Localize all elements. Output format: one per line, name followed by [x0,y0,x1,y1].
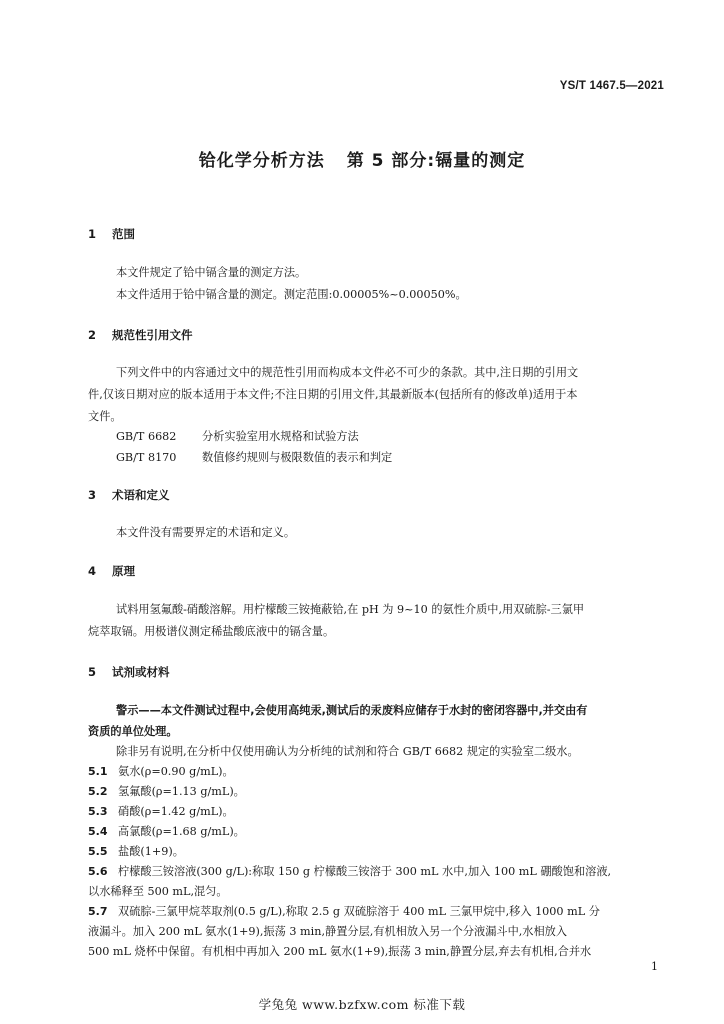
item-text: 氢氟酸(ρ=1.13 g/mL)。 [118,785,245,798]
reagent-item [88,823,245,839]
section-5-heading [88,664,170,680]
reference-title: 数值修约规则与极限数值的表示和判定 [202,451,393,464]
reference-code: GB/T 6682 [116,430,177,443]
page-number: 1 [651,960,658,973]
item-5-7-continuation-2: 500 mL 烧杯中保留。有机相中再加入 200 mL 氨水(1+9),振荡 3 min,静置分层,弃去有机相,合并水 [88,945,592,958]
item-number: 5.3 [88,805,108,818]
standard-number: YS/T 1467.5—2021 [559,80,664,92]
reagent-item [88,763,234,779]
item-text: 双硫腙-三氯甲烷萃取剂(0.5 g/L),称取 2.5 g 双硫腙溶于 400 mL 三氯甲烷中,移入 1000 mL 分 [118,905,600,918]
reagent-item [88,803,234,819]
item-text: 氨水(ρ=0.90 g/mL)。 [118,765,234,778]
section-number: 4 [88,564,97,578]
item-5-6-continuation: 以水稀释至 500 mL,混匀。 [88,885,228,898]
item-number: 5.2 [88,785,108,798]
section-number: 1 [88,227,97,241]
warning-line-1: 警示——本文件测试过程中,会使用高纯汞,测试后的汞废料应储存于水封的密闭容器中,并交由有 [116,704,588,717]
section-2-heading [88,327,193,343]
terms-line: 本文件没有需要界定的术语和定义。 [116,526,296,539]
reference-gbt8170 [116,449,392,465]
item-number: 5.5 [88,845,108,858]
reference-gbt6682 [116,428,359,444]
reagent-item-5-7 [88,903,600,919]
reagent-item [88,843,184,859]
section-number: 5 [88,665,97,679]
warning-line-2: 资质的单位处理。 [88,725,178,738]
reference-code: GB/T 8170 [116,451,177,464]
reference-title: 分析实验室用水规格和试验方法 [202,430,359,443]
section-title: 试剂或材料 [112,665,170,679]
item-number: 5.6 [88,865,108,878]
title-part2: 第 5 部分:镉量的测定 [346,151,526,171]
section-4-heading [88,563,135,579]
section-title: 术语和定义 [112,488,170,502]
scope-line-1: 本文件规定了铪中镉含量的测定方法。 [116,266,307,279]
section-number: 2 [88,328,97,342]
item-text: 盐酸(1+9)。 [118,845,184,858]
item-text: 高氯酸(ρ=1.68 g/mL)。 [118,825,245,838]
item-number: 5.4 [88,825,108,838]
normative-para-line-2: 件,仅该日期对应的版本适用于本文件;不注日期的引用文件,其最新版本(包括所有的修改单)适用于本 [88,388,578,401]
section-number: 3 [88,488,97,502]
scope-line-2: 本文件适用于铪中镉含量的测定。测定范围:0.00005%~0.00050%。 [116,288,467,301]
normative-para-line-3: 文件。 [88,410,122,423]
item-number: 5.7 [88,905,108,918]
item-number: 5.1 [88,765,108,778]
title-part1: 铪化学分析方法 [198,151,325,171]
section-3-heading [88,487,170,503]
section-title: 范围 [112,227,135,241]
reagent-item [88,783,245,799]
principle-line-2: 烷萃取镉。用极谱仪测定稀盐酸底液中的镉含量。 [88,625,335,638]
document-title [0,146,724,171]
section-1-heading [88,226,135,242]
reagents-intro: 除非另有说明,在分析中仅使用确认为分析纯的试剂和符合 GB/T 6682 规定的实验室二级水。 [116,745,579,758]
footer-watermark: 学兔兔 www.bzfxw.com 标准下载 [258,997,466,1012]
section-title: 原理 [112,564,135,578]
normative-para-line-1: 下列文件中的内容通过文中的规范性引用而构成本文件必不可少的条款。其中,注日期的引用文 [116,366,579,379]
section-title: 规范性引用文件 [112,328,193,342]
item-text: 硝酸(ρ=1.42 g/mL)。 [118,805,234,818]
reagent-item-5-6 [88,863,611,879]
item-5-7-continuation-1: 液漏斗。加入 200 mL 氨水(1+9),振荡 3 min,静置分层,有机相放入另一个分液漏斗中,水相放入 [88,925,568,938]
item-text: 柠檬酸三铵溶液(300 g/L):称取 150 g 柠檬酸三铵溶于 300 mL 水中,加入 100 mL 硼酸饱和溶液, [118,865,612,878]
principle-line-1: 试料用氢氟酸-硝酸溶解。用柠檬酸三铵掩蔽铪,在 pH 为 9~10 的氨性介质中,用双硫腙-三氯甲 [116,603,585,616]
